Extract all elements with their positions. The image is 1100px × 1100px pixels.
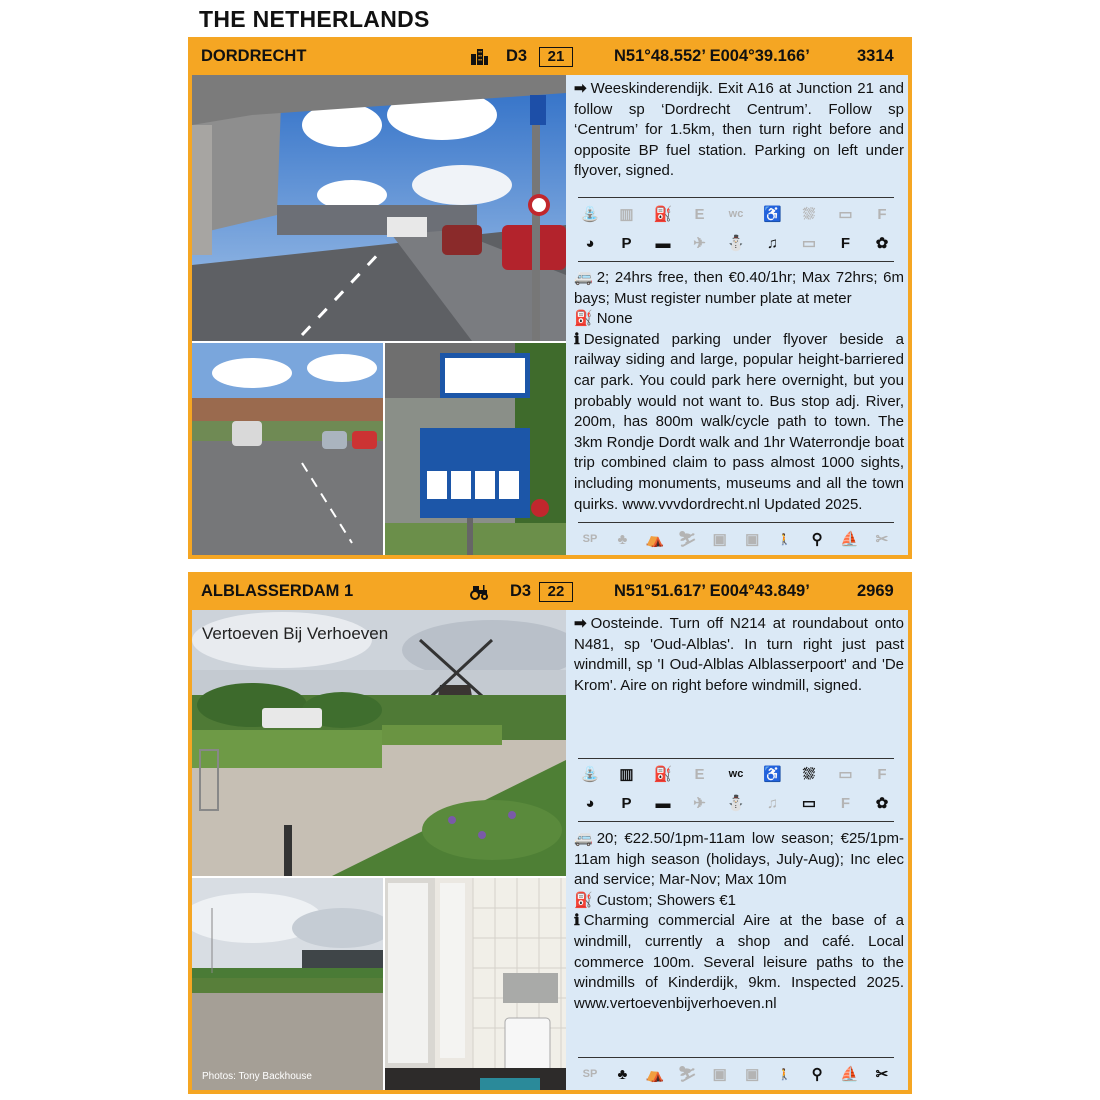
tractor-icon <box>470 582 488 600</box>
flyover-parking-photo <box>192 75 566 341</box>
grey-water-drain-icon: ▥ <box>619 206 634 223</box>
info-panel <box>566 75 908 555</box>
divider <box>578 821 894 822</box>
description-text: Charming commercial Aire at the base of a windmill, currently a shop and café. Local commerce 100m. Several leisure paths to the windmills of Kinderdijk, 9km. Inspected 2025. www.vertoevenbijverhoeven.nl <box>574 912 904 1012</box>
sight-icon: ▣ <box>745 531 760 548</box>
flower-icon: ✿ <box>875 235 889 252</box>
music-icon: ♫ <box>766 794 779 812</box>
flower-icon: ✿ <box>875 795 889 812</box>
motorhome-parking-icon: ▬ <box>655 794 671 812</box>
aire-ground-photo <box>192 878 383 1090</box>
entry-name: ALBLASSERDAM 1 <box>201 582 354 600</box>
entry-card-alblasserdam <box>188 572 912 1094</box>
entry-name: DORDRECHT <box>201 47 307 65</box>
details-block <box>574 268 904 515</box>
activity-icons-row <box>578 1062 894 1086</box>
parking-text: 20; €22.50/1pm-11am low season; €25/1pm-11am high season (holidays, July-Aug); Inc elec and service; Mar-Nov; Max 10m <box>574 830 904 889</box>
playground-icon: ⛷ <box>677 1066 697 1083</box>
divider <box>578 758 894 759</box>
sanitary-room-photo <box>385 878 566 1090</box>
tap-icon: ⛲ <box>580 206 600 223</box>
divider <box>578 197 894 198</box>
parking-icon: P <box>621 794 632 812</box>
info-icon: ℹ <box>574 912 580 930</box>
washing-machine-icon: ▣ <box>712 531 727 548</box>
map-grid: D3 <box>510 582 532 600</box>
black-waste-icon: ⛽ <box>653 206 673 223</box>
wc-icon: wc <box>728 768 744 780</box>
facility-icons-row-2 <box>578 791 894 815</box>
music-icon: ♫ <box>766 234 779 252</box>
playground-icon: ⛷ <box>677 531 697 548</box>
motorhome-icon: ▭ <box>838 766 853 783</box>
directions-block <box>574 614 904 696</box>
shower-icon: ⛆ <box>802 205 815 223</box>
directions-block <box>574 79 904 182</box>
motorhome-icon: 🚐 <box>574 269 593 286</box>
info-panel <box>566 610 908 1090</box>
divider <box>578 1057 894 1058</box>
clock-icon: ◕ <box>585 234 595 252</box>
snow-icon: ⛄ <box>726 235 746 252</box>
hiking-icon: 🚶 <box>777 533 792 546</box>
motorhome-icon: 🚐 <box>574 830 593 847</box>
arrow-right-icon: ➡ <box>574 80 587 97</box>
hiking-icon: 🚶 <box>777 1068 792 1081</box>
tree-icon: ♣ <box>617 1065 628 1083</box>
disabled-icon: ♿ <box>763 206 782 223</box>
motorhome-parking-icon: ▬ <box>655 234 671 252</box>
photo-credit: Photos: Tony Backhouse <box>202 1071 312 1082</box>
fishing-icon: ⛵ <box>840 1066 859 1083</box>
info-icon: ℹ <box>574 330 580 348</box>
photo-label: Vertoeven Bij Verhoeven <box>202 624 389 643</box>
map-page: 22 <box>539 582 573 602</box>
bus-icon: ▭ <box>801 795 817 812</box>
facility-icons-row-2 <box>578 231 894 255</box>
divider <box>578 261 894 262</box>
grey-water-drain-icon: ▥ <box>619 766 634 783</box>
page-title: THE NETHERLANDS <box>199 6 430 32</box>
cycling-icon: ⚲ <box>811 1066 823 1083</box>
city-buildings-icon <box>470 47 488 65</box>
black-waste-icon: ⛽ <box>653 766 673 783</box>
aircraft-noise-icon: ✈ <box>693 795 706 812</box>
map-grid: D3 <box>506 47 528 65</box>
service-point-icon: ⛽ <box>574 891 593 909</box>
disabled-icon: ♿ <box>763 766 782 783</box>
directions-text: Weeskinderendijk. Exit A16 at Junction 21 and follow sp ‘Dordrecht Centrum’. Follow sp ‘Centrum’ for 1.5km, then turn right before and opposite BP fuel station. Parking on left under flyover, signed. <box>574 80 904 180</box>
photo-collage <box>192 610 566 1090</box>
description-text: Designated parking under flyover beside a railway siding and large, popular height-barriered car park. You could park here overnight, but you probably would not want to. Bus stop adj. River, 200m, has 800m walk/cycle path to town. The 3km Rondje Dordt walk and 1hr Waterrondje boat trip combined claim to pass almost 1000 sights, including monuments, museums and all the town quirks. www.vvvdordrecht.nl Updated 2025. <box>574 330 904 513</box>
details-block <box>574 829 904 1014</box>
wc-icon: wc <box>728 208 744 220</box>
entry-id: 3314 <box>857 47 894 65</box>
sp-icon: SP <box>582 533 598 545</box>
watersports-icon: ✂ <box>875 531 889 548</box>
electric-icon: E <box>694 765 705 783</box>
service-text: None <box>596 310 633 328</box>
facility-icons-row-1 <box>578 202 894 226</box>
parking-text: 2; 24hrs free, then €0.40/1hr; Max 72hrs; 6m bays; Must register number plate at meter <box>574 269 904 307</box>
tap-icon: ⛲ <box>580 766 600 783</box>
entry-header <box>188 572 912 610</box>
camping-icon: ⛺ <box>645 1066 665 1083</box>
directions-text: Oosteinde. Turn off N214 at roundabout onto N481, sp 'Oud-Alblas'. In turn right just past windmill, sp 'I Oud-Alblas Alblasserpoort' and 'De Krom'. Aire on right before windmill, signed. <box>574 615 904 694</box>
clock-icon: ◕ <box>585 794 595 812</box>
free-icon: F <box>877 205 887 223</box>
cycling-icon: ⚲ <box>811 531 823 548</box>
aircraft-noise-icon: ✈ <box>693 235 706 252</box>
fishing-icon: ⛵ <box>840 531 859 548</box>
arrow-right-icon: ➡ <box>574 615 587 632</box>
sight-icon: ▣ <box>745 1066 760 1083</box>
windmill-aire-photo <box>192 610 566 876</box>
free-parking-icon: F <box>840 234 851 252</box>
sp-icon: SP <box>582 1068 598 1080</box>
tree-icon: ♣ <box>617 530 628 548</box>
watersports-icon: ✂ <box>875 1066 889 1083</box>
free-icon: F <box>877 765 887 783</box>
service-text: Custom; Showers €1 <box>596 891 736 909</box>
entry-header <box>188 37 912 75</box>
parking-area-photo <box>192 343 383 555</box>
main-photo <box>192 610 566 876</box>
free-parking-icon: F <box>840 794 851 812</box>
photo-collage <box>192 75 566 555</box>
divider <box>578 522 894 523</box>
gps-coordinates: N51°51.617’ E004°43.849’ <box>614 582 810 600</box>
camping-icon: ⛺ <box>645 531 665 548</box>
motorhome-icon: ▭ <box>838 206 853 223</box>
shower-icon: ⛆ <box>802 765 815 783</box>
gps-coordinates: N51°48.552’ E004°39.166’ <box>614 47 810 65</box>
entry-id: 2969 <box>857 582 894 600</box>
map-page: 21 <box>539 47 573 67</box>
snow-icon: ⛄ <box>726 795 746 812</box>
washing-machine-icon: ▣ <box>712 1066 727 1083</box>
parking-sign-photo <box>385 343 566 555</box>
facility-icons-row-1 <box>578 762 894 786</box>
parking-icon: P <box>621 234 632 252</box>
main-photo <box>192 75 566 341</box>
electric-icon: E <box>694 205 705 223</box>
service-point-icon: ⛽ <box>574 310 593 328</box>
bus-icon: ▭ <box>801 235 817 252</box>
entry-card-dordrecht <box>188 37 912 559</box>
activity-icons-row <box>578 527 894 551</box>
